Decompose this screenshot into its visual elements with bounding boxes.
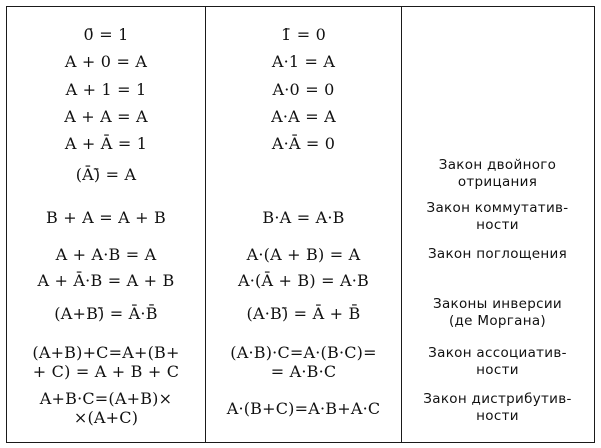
formula-line: A+B·C=(A+B)×	[39, 389, 173, 408]
formula-cell	[8, 340, 204, 384]
formula-cell	[8, 292, 204, 334]
formula-cell	[207, 198, 400, 236]
law-name-line: Закон ассоциатив-	[428, 345, 567, 361]
formula-line: A + 1 = 1	[65, 79, 147, 99]
formula-line: A + A = A	[64, 106, 148, 126]
formula-line: A·(B+C)=A·B+A·C	[226, 398, 381, 418]
formula-line: A·1 = A	[271, 51, 336, 71]
law-name-line: Закон дистрибутив-	[423, 391, 572, 407]
law-name-cell	[402, 155, 593, 193]
column-divider-1	[205, 6, 206, 443]
law-name-line: Закон коммутатив-	[426, 200, 569, 216]
law-name-line: (де Моргана)	[448, 313, 546, 329]
law-name-line: ности	[476, 217, 519, 233]
law-name-cell	[402, 242, 593, 266]
formula-cell	[8, 242, 204, 266]
formula-cell	[207, 22, 400, 46]
formula-line: A + Ā·B = A + B	[37, 270, 175, 290]
formula-line: (A+B)+C=A+(B+	[32, 343, 180, 362]
formula-line: 0̄ = 1	[83, 24, 129, 44]
formula-cell	[207, 104, 400, 128]
law-name-cell	[402, 292, 593, 334]
formula-line: A + 0 = A	[64, 51, 148, 71]
formula-cell	[8, 22, 204, 46]
formula-cell	[207, 292, 400, 334]
formula-line: = A·B·C	[270, 362, 337, 381]
law-name-cell	[402, 386, 593, 430]
formula-line: A·Ā = 0	[271, 133, 336, 153]
formula-cell	[8, 104, 204, 128]
formula-cell	[8, 155, 204, 193]
formula-line: (A·B)·C=A·(B·C)=	[230, 343, 377, 362]
formula-line: A·A = A	[271, 106, 336, 126]
law-name-line: ности	[476, 362, 519, 378]
formula-cell	[207, 268, 400, 292]
formula-cell	[207, 340, 400, 384]
formula-cell	[8, 49, 204, 73]
formula-cell	[207, 77, 400, 101]
formula-cell	[207, 242, 400, 266]
formula-cell	[8, 131, 204, 155]
formula-line: A + A·B = A	[55, 244, 157, 264]
formula-line: A·(A + B) = A	[246, 244, 361, 264]
law-name-line: ности	[476, 408, 519, 424]
law-name-cell	[402, 198, 593, 236]
formula-cell	[8, 77, 204, 101]
formula-line: 1̄ = 0	[281, 24, 326, 44]
formula-cell	[207, 131, 400, 155]
formula-cell	[207, 386, 400, 430]
formula-cell	[8, 386, 204, 430]
formula-line: B·A = A·B	[262, 207, 345, 227]
formula-line: A + Ā = 1	[64, 133, 148, 153]
formula-cell	[8, 268, 204, 292]
formula-line: (A·B)̄ = Ā + B̄	[246, 303, 361, 323]
formula-line: A·0 = 0	[272, 79, 335, 99]
formula-line: (A+B)̄ = Ā·B̄	[54, 303, 158, 323]
formula-line: (Ā)̄ = A	[75, 164, 137, 184]
law-name-line: Законы инверсии	[432, 296, 563, 312]
law-name-line: отрицания	[457, 174, 538, 190]
formula-line: ×(A+C)	[73, 408, 139, 427]
formula-cell	[207, 49, 400, 73]
formula-line: B + A = A + B	[46, 207, 166, 227]
formula-line: A·(Ā + B) = A·B	[238, 270, 369, 290]
formula-cell	[8, 198, 204, 236]
law-name-line: Закон поглощения	[427, 245, 568, 262]
law-name-cell	[402, 340, 593, 384]
formula-line: + C) = A + B + C	[32, 362, 180, 381]
law-name-line: Закон двойного	[438, 157, 557, 173]
